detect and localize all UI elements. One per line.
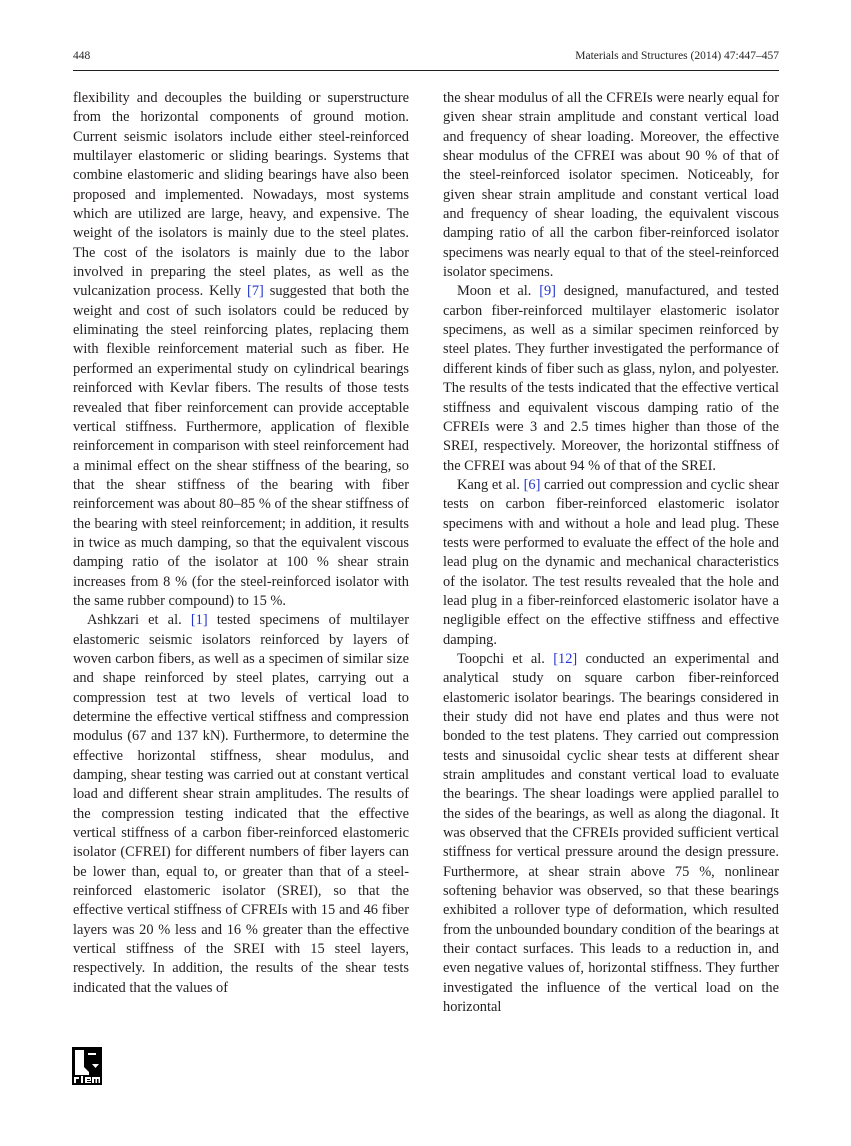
text: Moon et al. — [457, 283, 540, 300]
left-column — [73, 89, 409, 998]
journal-citation: Materials and Structures (2014) 47:447–457 — [575, 50, 779, 62]
text: Ashkzari et al. — [87, 612, 191, 629]
citation-link-9[interactable]: [9] — [539, 283, 556, 300]
running-header — [73, 50, 779, 70]
rilem-logo-icon — [72, 1047, 102, 1085]
paragraph — [443, 89, 779, 282]
text: flexibility and decouples the building or superstructure from the horizontal components of ground motion. Current seismic isolators include either steel-reinforced multilayer elastomeric or sliding bearings. Systems that combine elastomeric and sliding bearings have also been proposed and implemented. Nowadays, most systems which are utilized are large, heavy, and expensive. The weight of the isolators is mainly due to the steel plates. The cost of the isolators is mainly due to the labor involved in preparing the steel plates, as well as the vulcanization process. Kelly — [73, 90, 409, 300]
citation-link-12[interactable]: [12] — [553, 650, 578, 667]
paragraph — [443, 650, 779, 1018]
text: the shear modulus of all the CFREIs were nearly equal for given shear strain amplitude and constant vertical load and frequency of shear loading. Moreover, the effective shear modulus of the CFREI was about 90 % of that of the steel-reinforced isolator specimen. Noticeably, for given shear strain amplitude and constant vertical load and frequency of shear loading, the equivalent viscous damping ratio of all the carbon fiber-reinforced isolator specimens was nearly equal to that of the steel-reinforced isolator specimens. — [443, 90, 779, 281]
right-column — [443, 89, 779, 1018]
header-rule — [73, 70, 779, 71]
text: Toopchi et al. — [457, 650, 554, 667]
citation-link-6[interactable]: [6] — [523, 476, 541, 493]
text: carried out compression and cyclic shear tests on carbon fiber-reinforced elastomeric isolator specimens with and without a hole and lead plug. These tests were performed to evaluate the effect of the hole and lead plug on the dynamic and mechanical characteristics of the isolator. The test results revealed that the hole and lead plug in a fiber-reinforced elastomeric isolator have a negligible effect on the effective stiffness and effective damping. — [443, 476, 779, 648]
text: conducted an experimental and analytical study on square carbon fiber-reinforced elastomeric isolator bearings. The bearings considered in their study did not have end plates and thus were not bonded to the test platens. They carried out compression tests and sinusoidal cyclic shear tests at different shear strain amplitudes and constant vertical load to evaluate the bearings. The shear loadings were applied parallel to the sides of the bearings, as well as along the diagonal. It was observed that the CFREIs provided sufficient vertical stiffness for vertical pressure around the design pressure. Furthermore, at shear strain above 75 %, nonlinear softening behavior was observed, so that these bearings exhibited a rollover type of deformation, which resulted from the unbounded boundary condition of the bearings at their contact surfaces. This leads to a reduction in, and even negative values of, horizontal stiffness. They further investigated the influence of the vertical load on the horizontal — [443, 650, 779, 1016]
paragraph — [443, 282, 779, 475]
paragraph — [443, 476, 779, 650]
text: designed, manufactured, and tested carbon fiber-reinforced multilayer elastomeric isolator specimens, as well as a similar specimen reinforced by steel plates. They further investigated the performance of different kinds of fiber such as glass, nylon, and polyester. The results of the tests indicated that the effective vertical stiffness and equivalent viscous damping ratio of the CFREIs were 3 and 2.5 times higher than those of the SREI, respectively. Moreover, the horizontal stiffness of the CFREI was about 94 % of that of the SREI. — [443, 283, 779, 474]
page-number: 448 — [73, 50, 91, 62]
text: suggested that both the weight and cost of such isolators could be reduced by eliminating the steel reinforcing plates, replacing them with flexible reinforcement material such as fiber. He performed an experimental study on cylindrical bearings reinforced with Kevlar fibers. The results of those tests revealed that fiber reinforcement can provide acceptable vertical stiffness. Furthermore, application of flexible reinforcement in comparison with steel reinforcement had a minimal effect on the shear stiffness of the bearing, so that the shear stiffness of the bearing with fiber reinforcement was about 80–85 % of the shear stiffness of the bearing with steel reinforcement; in addition, it results in twice as much damping, so that the equivalent viscous damping ratio of the isolator at 100 % shear strain increases from 8 % (for the steel-reinforced isolator with the same rubber compound) to 15 %. — [73, 283, 410, 609]
citation-link-7[interactable]: [7] — [247, 283, 264, 300]
citation-link-1[interactable]: [1] — [190, 612, 208, 629]
paragraph — [73, 611, 409, 998]
paragraph — [73, 89, 409, 611]
text: tested specimens of multilayer elastomeric seismic isolators reinforced by layers of woven carbon fibers, as well as a specimen of similar size and shape reinforced by steel plates, carrying out a compression test at two levels of vertical load to determine the effective vertical stiffness and compression modulus (67 and 137 kN). Furthermore, to determine the effective horizontal stiffness, shear modulus, and damping, shear testing was carried out at constant vertical load and different shear strain amplitudes. The results of the compression testing indicated that the effective vertical stiffness of a carbon fiber-reinforced elastomeric isolator (CFREI) for different numbers of fiber layers can be lower than, equal to, or greater than that of a steel-reinforced elastomeric isolator (SREI), so that the effective vertical stiffness of CFREIs with 15 and 46 fiber layers was 20 % less and 16 % greater than the effective vertical stiffness of the SREI with 15 steel layers, respectively. In addition, the results of the shear tests indicated that the values of — [73, 612, 409, 996]
text: Kang et al. — [457, 476, 524, 493]
